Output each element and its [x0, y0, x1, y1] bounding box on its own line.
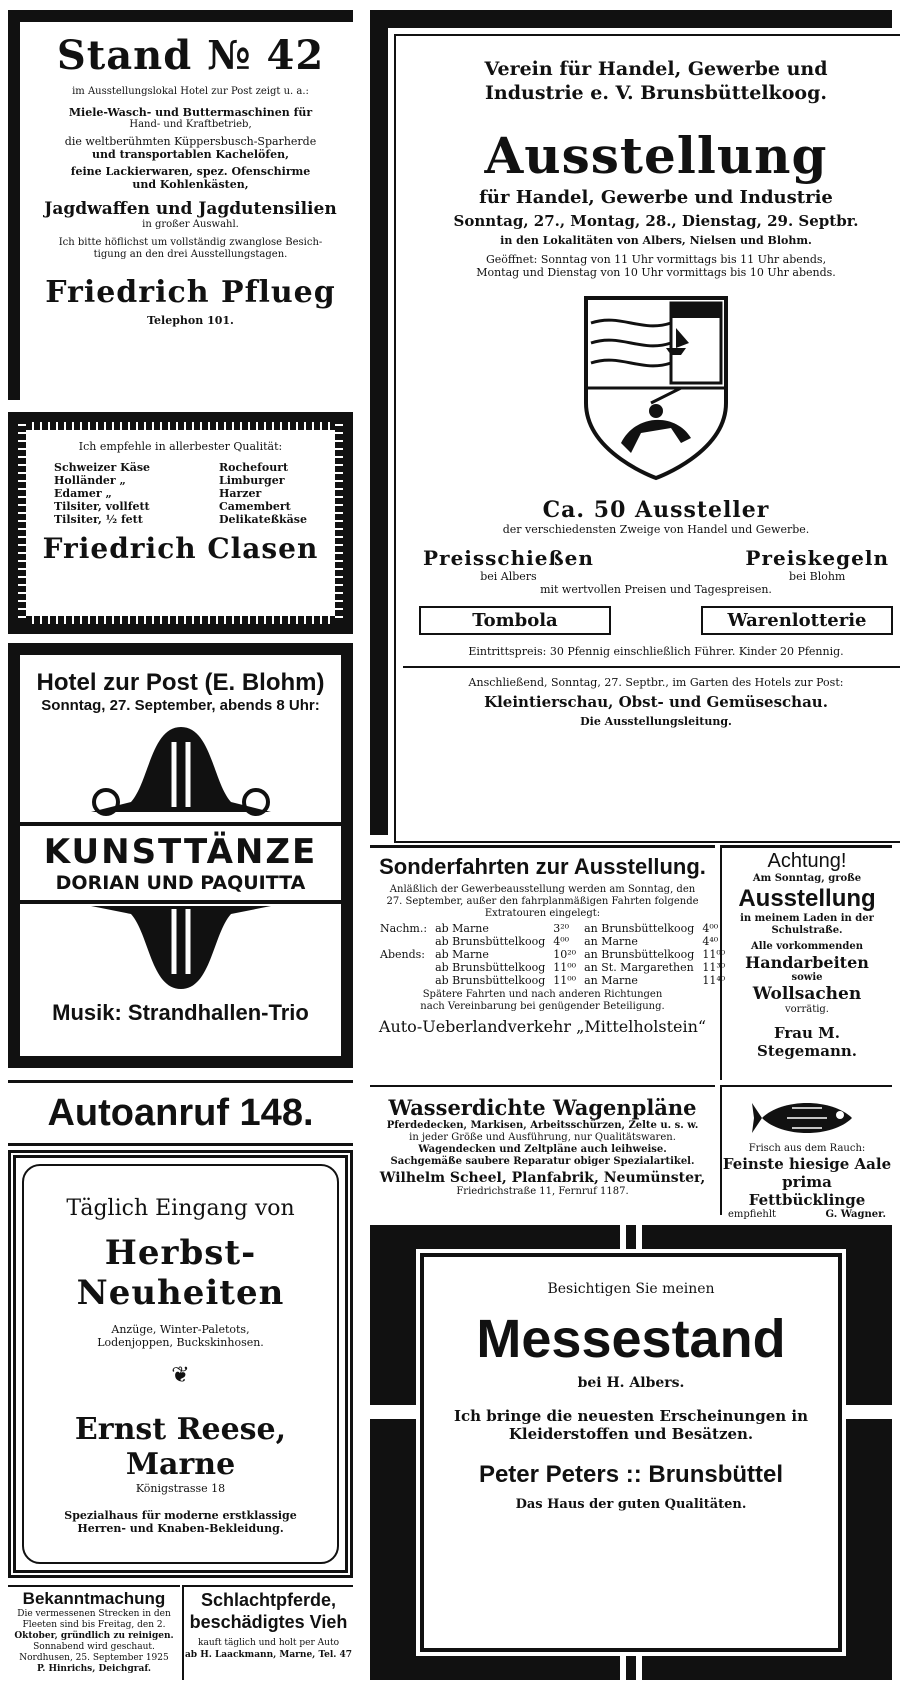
stand-42-highlight: Jagdwaffen und Jagdutensilien [44, 199, 337, 219]
sonder-sign: Auto-Ueberlandverkehr „Mittelholstein“ [378, 1017, 707, 1036]
stand-42-sub: in großer Auswahl. [142, 219, 239, 230]
fisch-ad [720, 1085, 892, 1220]
clasen-left-1: Schweizer Käse [54, 461, 151, 474]
stand-42-name: Friedrich Pflueg [45, 275, 336, 310]
verein-branches: der verschiedensten Zweige von Handel und Gewerbe. [502, 523, 810, 536]
achtung-line-4: Alle vorkommenden [751, 941, 863, 952]
sonder-intro-3: Extratouren eingelegt: [484, 908, 601, 919]
bekannt-line-1: Die vermessenen Strecken in den [17, 1609, 171, 1619]
verein-entry: Eintrittspreis: 30 Pfennig einschließlich Führer. Kinder 20 Pfennig. [468, 645, 844, 658]
timetable-cell: an Brunsbüttelkoog [584, 922, 695, 935]
verein-open-2: Montag und Dienstag von 10 Uhr vormittags bis 10 Uhr abends. [476, 266, 836, 279]
autoanruf-text: Autoanruf 148. [47, 1092, 314, 1134]
hotel-post-ad [8, 643, 353, 1068]
stand-42-line-4: und transportablen Kachelöfen, [92, 148, 289, 161]
clasen-name: Friedrich Clasen [42, 532, 319, 565]
herbst-spec-1: Spezialhaus für moderne erstklassige [64, 1509, 297, 1522]
herbst-spec-2: Herren- und Knaben-Bekleidung. [77, 1522, 284, 1535]
verein-sign: Die Ausstellungsleitung. [580, 715, 732, 728]
timetable-cell: ab Brunsbüttelkoog [435, 961, 546, 974]
achtung-big: Ausstellung [738, 885, 876, 912]
sonder-intro-2: 27. September, außer den fahrplanmäßigen Fahrten folgende [386, 896, 699, 907]
hotel-post-inner [20, 655, 341, 1056]
kunsttaenze-names: DORIAN UND PAQUITTA [55, 872, 306, 894]
bekannt-sign: P. Hinrichs, Deichgraf. [36, 1664, 152, 1674]
wagen-addr: Friedrichstraße 11, Fernruf 1187. [456, 1186, 629, 1197]
timetable-cell: 11³⁰ [702, 961, 726, 974]
timetable-cell: Nachm.: [380, 922, 428, 935]
timetable-cell: ab Marne [435, 948, 489, 961]
schlacht-title-1: Schlachtpferde, [200, 1590, 337, 1610]
herbst-items-1: Anzüge, Winter-Paletots, [111, 1323, 250, 1336]
chain-border-right [335, 422, 343, 624]
achtung-line-8: vorrätig. [785, 1004, 829, 1015]
verein-head-2: Industrie e. V. Brunsbüttelkoog. [485, 82, 827, 104]
stand-42-line-1: Miele-Wasch- und Buttermaschinen für [68, 106, 313, 119]
sonder-timetable [376, 922, 729, 987]
timetable-cell: 11⁴⁰ [702, 974, 726, 987]
timetable-cell: an Marne [584, 974, 638, 987]
schlacht-ad [182, 1585, 353, 1680]
verein-right-sub: bei Blohm [789, 570, 846, 583]
timetable-cell: ab Marne [435, 922, 489, 935]
achtung-title: Achtung! [767, 850, 847, 872]
verein-right-heading: Preiskegeln [745, 546, 889, 570]
verein-sub: für Handel, Gewerbe und Industrie [479, 187, 833, 208]
verein-prizes: mit wertvollen Preisen und Tagespreisen. [540, 583, 772, 596]
messe-tag: Das Haus der guten Qualitäten. [515, 1497, 747, 1512]
clasen-left-4: Tilsiter, vollfett [54, 500, 150, 513]
hotel-post-music: Musik: Strandhallen-Trio [52, 1000, 309, 1025]
timetable-cell: 4⁰⁰ [702, 922, 719, 935]
chain-border-left [18, 422, 26, 624]
schlacht-line-2: ab H. Laackmann, Marne, Tel. 47 [184, 1650, 353, 1660]
clasen-intro: Ich empfehle in allerbester Qualität: [78, 440, 283, 453]
achtung-ad [720, 845, 892, 1080]
verein-after-2: Kleintierschau, Obst- und Gemüseschau. [484, 693, 828, 711]
achtung-line-3: Schulstraße. [771, 925, 843, 936]
fisch-line-3: prima Fettbücklinge [748, 1173, 866, 1209]
wagen-line-1: Pferdedecken, Markisen, Arbeitsschürzen, Zelte u. s. w. [386, 1120, 699, 1131]
tombola-box: Tombola [419, 606, 611, 635]
achtung-line-2: in meinem Laden in der [740, 913, 874, 924]
chain-border-top [18, 422, 343, 430]
ornament-bow-icon: ❦ [171, 1363, 190, 1388]
timetable-cell: 10²⁰ [553, 948, 577, 961]
verein-ad [370, 10, 892, 835]
stand-42-ad [8, 10, 353, 400]
bekannt-line-5: Nordhusen, 25. September 1925 [19, 1653, 169, 1663]
clasen-right-1: Rochefourt [218, 461, 289, 474]
verein-after-1: Anschließend, Sonntag, 27. Septbr., im Garten des Hotels zur Post: [468, 676, 844, 689]
kunsttaenze-band [8, 822, 353, 904]
timetable-row [376, 922, 729, 935]
stand-42-note-2: tigung an den drei Ausstellungstagen. [93, 249, 288, 260]
messe-sub: bei H. Albers. [577, 1375, 685, 1391]
timetable-row [376, 961, 729, 974]
hotel-post-date: Sonntag, 27. September, abends 8 Uhr: [41, 697, 320, 714]
bekannt-line-4: Sonnabend wird geschaut. [33, 1642, 155, 1652]
chain-border-bottom [18, 616, 343, 624]
timetable-cell: an Brunsbüttelkoog [584, 948, 695, 961]
herbst-street: Königstrasse 18 [135, 1482, 226, 1495]
schlacht-title-2: beschädigtes Vieh [189, 1612, 348, 1632]
achtung-line-7: Wollsachen [752, 984, 862, 1004]
stand-42-note-1: Ich bitte höflichst um vollständig zwanglose Besich- [58, 237, 323, 248]
wagen-title: Wasserdichte Wagenpläne [388, 1095, 697, 1120]
timetable-cell: 3²⁰ [553, 922, 570, 935]
clasen-right-3: Harzer [218, 487, 262, 500]
fish-icon [752, 1093, 862, 1143]
bekannt-title: Bekanntmachung [22, 1589, 166, 1608]
achtung-line-1: Am Sonntag, große [752, 873, 862, 884]
timetable-row [376, 948, 729, 961]
verein-head-1: Verein für Handel, Gewerbe und [484, 58, 828, 80]
herbst-ad [8, 1150, 353, 1578]
fisch-line-1: Frisch aus dem Rauch: [748, 1143, 866, 1154]
timetable-cell: an St. Margarethen [584, 961, 694, 974]
timetable-cell: 11⁰⁰ [553, 974, 577, 987]
messe-inner [420, 1253, 842, 1652]
timetable-cell: an Marne [584, 935, 638, 948]
timetable-cell [376, 961, 431, 974]
ornament-top-icon [31, 722, 331, 822]
verein-count: Ca. 50 Aussteller [542, 497, 770, 523]
timetable-cell: 4⁰⁰ [553, 935, 570, 948]
stand-42-line-2: Hand- und Kraftbetrieb, [129, 119, 252, 130]
hotel-post-title: Hotel zur Post (E. Blohm) [36, 669, 325, 696]
stand-42-intro: im Ausstellungslokal Hotel zur Post zeigt u. a.: [72, 86, 309, 97]
sonder-foot-1: Spätere Fahrten und nach anderen Richtungen [422, 989, 663, 1000]
achtung-line-6: sowie [791, 972, 823, 983]
stand-42-line-6: und Kohlenkästen, [132, 178, 249, 191]
ornament-bottom-icon [31, 904, 331, 994]
fisch-line-4b: G. Wagner. [825, 1209, 886, 1220]
verein-place: in den Lokalitäten von Albers, Nielsen und Blohm. [500, 234, 812, 247]
autoanruf-ad [8, 1080, 353, 1146]
timetable-cell: ab Brunsbüttelkoog [435, 974, 546, 987]
timetable-cell: ab Brunsbüttelkoog [435, 935, 546, 948]
fisch-line-2: Feinste hiesige Aale [722, 1155, 892, 1173]
herbst-items-2: Lodenjoppen, Buckskinhosen. [97, 1336, 264, 1349]
verein-big: Ausstellung [484, 126, 828, 185]
herbst-top: Täglich Eingang von [66, 1196, 295, 1221]
achtung-name: Frau M. Stegemann. [757, 1024, 857, 1060]
clasen-right-5: Delikateßkäse [218, 513, 307, 526]
clasen-ad [8, 412, 353, 634]
clasen-right-4: Camembert [218, 500, 291, 513]
wagen-name: Wilhelm Scheel, Planfabrik, Neumünster, [379, 1170, 706, 1186]
wagen-ad [370, 1085, 715, 1215]
messe-top: Besichtigen Sie meinen [547, 1281, 715, 1297]
clasen-left-5: Tilsiter, ½ fett [54, 513, 143, 526]
timetable-cell: 11⁰⁰ [702, 948, 726, 961]
stand-42-inner [20, 22, 361, 408]
wagen-line-3: Wagendecken und Zeltpläne auch leihweise. [418, 1144, 667, 1155]
clasen-left-2: Holländer „ [54, 474, 126, 487]
sonder-intro-1: Anläßlich der Gewerbeausstellung werden am Sonntag, den [389, 884, 696, 895]
kunsttaenze-title: KUNSTTÄNZE [43, 832, 318, 872]
herbst-inner [22, 1164, 339, 1564]
timetable-cell: 11⁰⁰ [553, 961, 577, 974]
sonder-ad [370, 845, 726, 1080]
timetable-row [376, 974, 729, 987]
stand-42-line-5: feine Lackierwaren, spez. Ofenschirme [70, 165, 311, 178]
warenlotterie-box: Warenlotterie [701, 606, 893, 635]
achtung-line-5: Handarbeiten [745, 953, 869, 972]
messe-name: Peter Peters :: Brunsbüttel [478, 1461, 784, 1488]
verein-open-1: Geöffnet: Sonntag von 11 Uhr vormittags bis 11 Uhr abends, [485, 253, 827, 266]
messe-ad [370, 1225, 892, 1680]
timetable-cell: Abends: [380, 948, 425, 961]
timetable-cell: 4⁴⁰ [702, 935, 719, 948]
wagen-line-2: in jeder Größe und Ausführung, nur Qualitätswaren. [409, 1132, 676, 1143]
clasen-left-3: Edamer „ [54, 487, 112, 500]
bekannt-line-3: Oktober, gründlich zu reinigen. [14, 1631, 174, 1641]
stand-42-line-3: die weltberühmten Küppersbusch-Sparherde [64, 135, 317, 148]
messe-line-1: Ich bringe die neuesten Erscheinungen in [454, 1407, 808, 1425]
messe-big: Messestand [476, 1309, 786, 1369]
wagen-line-4: Sachgemäße saubere Reparatur obiger Spezialartikel. [390, 1156, 695, 1167]
schlacht-line-1: kauft täglich und holt per Auto [198, 1638, 339, 1648]
timetable-cell [376, 935, 431, 948]
timetable-row [376, 935, 729, 948]
messe-line-2: Kleiderstoffen und Besätzen. [508, 1425, 754, 1443]
verein-left-heading: Preisschießen [423, 546, 594, 570]
bekannt-ad [8, 1585, 180, 1680]
herbst-name: Ernst Reese, Marne [74, 1412, 287, 1482]
sonder-title: Sonderfahrten zur Ausstellung. [379, 854, 706, 879]
stand-42-title: Stand № 42 [56, 32, 325, 79]
verein-inner [388, 28, 900, 849]
fisch-line-4a: empfiehlt [728, 1209, 777, 1220]
verein-dates: Sonntag, 27., Montag, 28., Dienstag, 29. Septbr. [453, 212, 859, 230]
stand-42-phone: Telephon 101. [147, 314, 234, 327]
sonder-foot-2: nach Vereinbarung bei genügender Beteiligung. [420, 1001, 665, 1012]
herbst-big: Herbst-Neuheiten [76, 1233, 285, 1313]
coat-of-arms-icon [581, 293, 731, 483]
clasen-right-2: Limburger [218, 474, 285, 487]
bekannt-line-2: Fleeten sind bis Freitag, den 2. [22, 1620, 166, 1630]
timetable-cell [376, 974, 431, 987]
verein-left-sub: bei Albers [480, 570, 537, 583]
